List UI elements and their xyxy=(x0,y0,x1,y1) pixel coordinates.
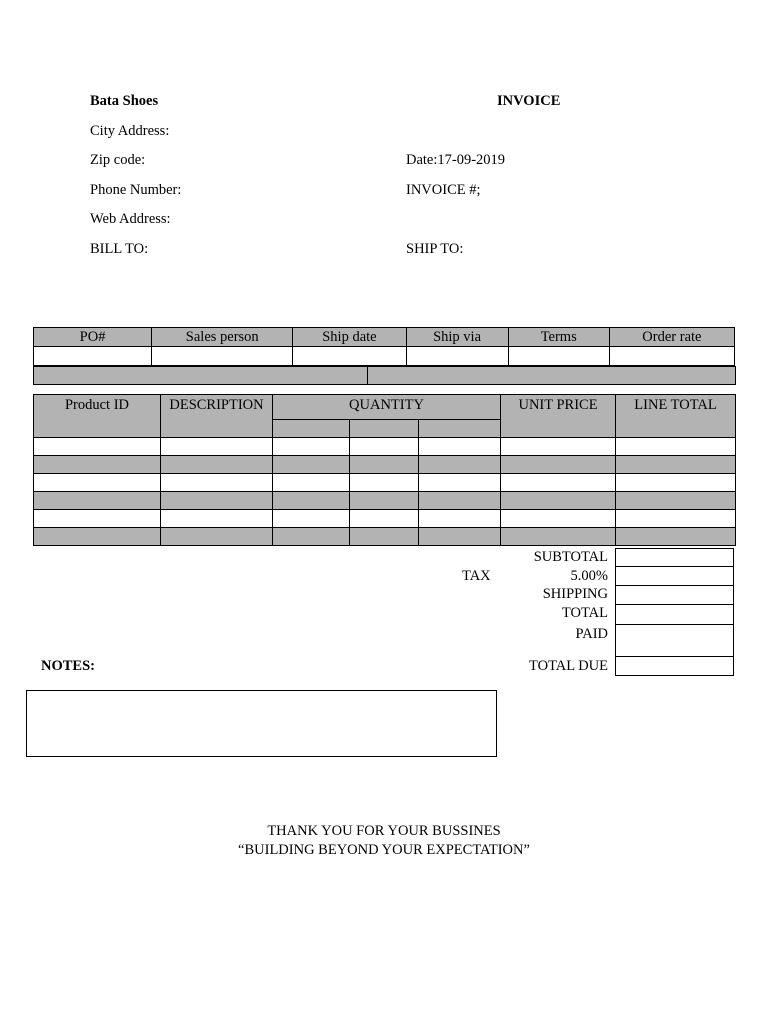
item-cell[interactable] xyxy=(616,438,736,456)
description-header: DESCRIPTION xyxy=(161,395,273,438)
item-cell[interactable] xyxy=(273,438,350,456)
total-label: TOTAL xyxy=(561,605,608,621)
item-cell[interactable] xyxy=(161,528,273,546)
subtotal-label: SUBTOTAL xyxy=(533,549,608,565)
table-row xyxy=(34,528,736,546)
quantity-subheader-1 xyxy=(273,420,350,438)
item-cell[interactable] xyxy=(616,456,736,474)
shaded-separator-bar xyxy=(33,366,736,385)
item-cell[interactable] xyxy=(616,510,736,528)
table-row xyxy=(34,438,736,456)
item-cell[interactable] xyxy=(350,456,419,474)
product-id-header: Product ID xyxy=(34,395,161,438)
paid-label: PAID xyxy=(575,626,608,642)
item-cell[interactable] xyxy=(350,510,419,528)
item-cell[interactable] xyxy=(616,474,736,492)
subtotal-box[interactable] xyxy=(615,548,734,567)
item-cell[interactable] xyxy=(161,438,273,456)
item-cell[interactable] xyxy=(34,510,161,528)
ship-date-cell[interactable] xyxy=(293,347,406,366)
order-rate-cell[interactable] xyxy=(609,347,734,366)
invoice-number-label: INVOICE #; xyxy=(406,182,481,198)
ship-via-header: Ship via xyxy=(406,328,508,347)
thank-you-text: THANK YOU FOR YOUR BUSSINES xyxy=(267,823,501,839)
bill-to-label: BILL TO: xyxy=(90,241,149,257)
item-cell[interactable] xyxy=(419,528,501,546)
item-cell[interactable] xyxy=(350,492,419,510)
order-info-table xyxy=(33,327,735,366)
tax-label: TAX xyxy=(462,568,491,584)
table-row xyxy=(34,474,736,492)
item-cell[interactable] xyxy=(161,492,273,510)
item-cell[interactable] xyxy=(350,438,419,456)
item-cell[interactable] xyxy=(616,528,736,546)
sales-person-cell[interactable] xyxy=(152,347,293,366)
shaded-bar-left xyxy=(34,367,368,385)
item-cell[interactable] xyxy=(419,510,501,528)
item-cell[interactable] xyxy=(34,528,161,546)
item-cell[interactable] xyxy=(501,492,616,510)
item-cell[interactable] xyxy=(501,528,616,546)
item-cell[interactable] xyxy=(273,456,350,474)
table-row xyxy=(34,492,736,510)
table-row xyxy=(34,510,736,528)
table-row xyxy=(34,456,736,474)
item-cell[interactable] xyxy=(501,456,616,474)
invoice-title: INVOICE xyxy=(497,93,561,109)
item-cell[interactable] xyxy=(273,528,350,546)
line-total-header: LINE TOTAL xyxy=(616,395,736,438)
item-cell[interactable] xyxy=(34,492,161,510)
item-cell[interactable] xyxy=(419,492,501,510)
item-cell[interactable] xyxy=(273,474,350,492)
item-cell[interactable] xyxy=(419,456,501,474)
ship-via-cell[interactable] xyxy=(406,347,508,366)
notes-label: NOTES: xyxy=(41,658,95,674)
ship-to-label: SHIP TO: xyxy=(406,241,464,257)
shaded-bar-right xyxy=(368,367,736,385)
tax-box[interactable] xyxy=(615,566,734,586)
zip-code-label: Zip code: xyxy=(90,152,146,168)
item-cell[interactable] xyxy=(161,474,273,492)
invoice-date: Date:17-09-2019 xyxy=(406,152,506,168)
web-address-label: Web Address: xyxy=(90,211,171,227)
line-items-table xyxy=(33,394,736,546)
ship-date-header: Ship date xyxy=(293,328,406,347)
item-cell[interactable] xyxy=(161,456,273,474)
item-cell[interactable] xyxy=(419,474,501,492)
total-due-label: TOTAL DUE xyxy=(529,658,608,674)
notes-box[interactable] xyxy=(26,690,497,757)
item-cell[interactable] xyxy=(350,474,419,492)
item-cell[interactable] xyxy=(350,528,419,546)
city-address-label: City Address: xyxy=(90,123,170,139)
item-cell[interactable] xyxy=(34,438,161,456)
po-number-header: PO# xyxy=(34,328,152,347)
company-name: Bata Shoes xyxy=(90,93,159,109)
sales-person-header: Sales person xyxy=(152,328,293,347)
total-due-box[interactable] xyxy=(615,656,734,676)
total-box[interactable] xyxy=(615,604,734,625)
order-info-row xyxy=(34,347,735,366)
order-rate-header: Order rate xyxy=(609,328,734,347)
tax-rate: 5.00% xyxy=(570,568,608,584)
item-cell[interactable] xyxy=(616,492,736,510)
terms-header: Terms xyxy=(508,328,609,347)
item-cell[interactable] xyxy=(273,492,350,510)
item-cell[interactable] xyxy=(34,456,161,474)
item-cell[interactable] xyxy=(501,438,616,456)
item-cell[interactable] xyxy=(161,510,273,528)
quantity-header: QUANTITY xyxy=(273,395,501,420)
item-cell[interactable] xyxy=(34,474,161,492)
terms-cell[interactable] xyxy=(508,347,609,366)
shipping-label: SHIPPING xyxy=(542,586,608,602)
item-cell[interactable] xyxy=(419,438,501,456)
paid-box[interactable] xyxy=(615,624,734,657)
shipping-box[interactable] xyxy=(615,585,734,605)
unit-price-header: UNIT PRICE xyxy=(501,395,616,438)
phone-number-label: Phone Number: xyxy=(90,182,182,198)
tagline-text: “BUILDING BEYOND YOUR EXPECTATION” xyxy=(238,842,530,858)
item-cell[interactable] xyxy=(501,474,616,492)
item-cell[interactable] xyxy=(501,510,616,528)
po-number-cell[interactable] xyxy=(34,347,152,366)
quantity-subheader-3 xyxy=(419,420,501,438)
item-cell[interactable] xyxy=(273,510,350,528)
quantity-subheader-2 xyxy=(350,420,419,438)
